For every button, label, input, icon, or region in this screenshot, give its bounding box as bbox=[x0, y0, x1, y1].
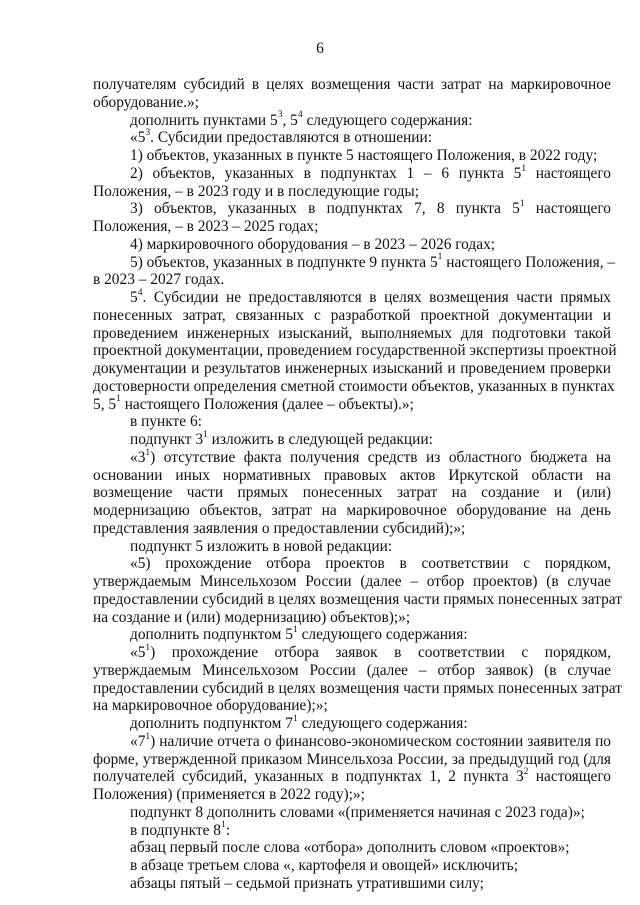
text-segment: следующего содержания: bbox=[302, 111, 473, 129]
text-line bbox=[93, 697, 611, 715]
text-line bbox=[93, 644, 611, 662]
text-segment: на маркировочное оборудование);»; bbox=[93, 697, 328, 715]
text-line bbox=[93, 307, 611, 325]
text-segment: в подпункте 8 bbox=[130, 821, 221, 839]
superscript: 3 bbox=[277, 110, 283, 121]
text-line bbox=[93, 449, 611, 467]
text-segment: дополнить пунктами 5 bbox=[130, 111, 278, 129]
text-segment: оборудование.»; bbox=[93, 93, 199, 111]
text-line bbox=[93, 252, 616, 272]
text-line bbox=[93, 183, 611, 201]
superscript: 1 bbox=[145, 731, 151, 742]
text-segment: «3 bbox=[130, 448, 146, 466]
text-segment: 5) объектов, указанных в подпункте 9 пункта 5 bbox=[130, 253, 438, 271]
superscript: 1 bbox=[292, 713, 298, 724]
text-line bbox=[93, 857, 611, 875]
text-segment: настоящего Положения, – bbox=[442, 253, 616, 271]
text-line bbox=[93, 484, 611, 502]
text-line bbox=[93, 590, 622, 609]
text-segment: Положения, – в 2023 году и в последующие годы; bbox=[93, 182, 420, 200]
text-segment: 3) объектов, указанных в подпунктах 7, 8 пункта 5 bbox=[130, 200, 520, 218]
text-segment: 1) объектов, указанных в пункте 5 настоящего Положения, в 2022 году; bbox=[130, 147, 598, 164]
text-line bbox=[93, 129, 611, 147]
superscript: 1 bbox=[292, 625, 298, 636]
superscript: 1 bbox=[220, 820, 226, 831]
superscript: 4 bbox=[297, 110, 303, 121]
text-segment: подпункт 8 дополнить словами «(применяется начиная с 2023 года)»; bbox=[130, 803, 585, 821]
text-segment: проектной документации, проведением государственной экспертизы проектной bbox=[93, 342, 617, 360]
text-segment: достоверности определения сметной стоимости объектов, указанных в пунктах bbox=[93, 377, 615, 395]
text-segment: документации и результатов инженерных изысканий и проведением проверки bbox=[93, 360, 611, 377]
text-segment: изложить в следующей редакции: bbox=[207, 431, 433, 448]
text-line bbox=[93, 804, 611, 822]
text-segment: подпункт 5 изложить в новой редакции: bbox=[130, 537, 393, 555]
text-segment: 5, 5 bbox=[93, 395, 117, 413]
text-segment: утверждаемым Минсельхозом России (далее – отбор проектов) (в случае bbox=[93, 573, 611, 590]
text-segment: Положения) (применяется в 2022 году);»; bbox=[93, 786, 365, 803]
text-segment: настоящего bbox=[524, 200, 611, 218]
text-segment: проведением инженерных изысканий, выполняемых для подготовки такой bbox=[93, 324, 611, 342]
text-segment: в 2023 – 2027 годах. bbox=[93, 271, 225, 289]
text-segment: предоставлении субсидий в целях возмещения части прямых понесенных затрат bbox=[93, 679, 622, 697]
text-segment: «5 bbox=[130, 129, 146, 147]
text-line bbox=[93, 538, 611, 556]
text-segment: ) наличие отчета о финансово-экономическом состоянии заявителя по bbox=[150, 732, 611, 750]
text-segment: получателей субсидий, указанных в подпунктах 1, 2 пункта 3 bbox=[93, 768, 524, 786]
superscript: 1 bbox=[519, 199, 525, 210]
text-segment: в пункте 6: bbox=[130, 413, 202, 431]
text-line bbox=[93, 733, 611, 751]
text-segment: в абзаце третьем слова «, картофеля и овощей» исключить; bbox=[130, 857, 518, 874]
text-line bbox=[93, 325, 611, 343]
text-line bbox=[93, 218, 611, 236]
text-line bbox=[93, 342, 617, 360]
text-segment: на создание и (или) модернизацию) объектов);»; bbox=[93, 608, 411, 626]
text-segment: дополнить подпунктом 7 bbox=[130, 715, 293, 732]
document-body bbox=[93, 76, 622, 893]
superscript: 1 bbox=[203, 429, 208, 440]
text-line bbox=[93, 377, 615, 396]
text-segment: . Субсидии предоставляются в отношении: bbox=[150, 129, 433, 147]
text-segment: ) прохождение отбора заявок в соответствии с порядком, bbox=[150, 644, 611, 661]
text-segment: представления заявления о предоставлении субсидий);»; bbox=[93, 519, 466, 537]
text-line bbox=[93, 768, 611, 786]
text-line bbox=[93, 715, 611, 733]
text-line bbox=[93, 662, 611, 680]
text-segment: «5) прохождение отбора проектов в соответствии с порядком, bbox=[130, 555, 611, 573]
text-segment: абзацы пятый – седьмой признать утратившими силу; bbox=[130, 874, 484, 892]
text-segment: «5 bbox=[130, 644, 146, 661]
text-segment: следующего содержания: bbox=[297, 626, 468, 644]
text-line bbox=[93, 626, 611, 644]
text-segment: возмещение части прямых понесенных затрат на создание и (или) bbox=[93, 484, 611, 502]
text-segment: предоставлении субсидий в целях возмещения части прямых понесенных затрат bbox=[93, 590, 622, 608]
text-line bbox=[93, 76, 611, 94]
text-line bbox=[93, 609, 611, 627]
text-segment: «7 bbox=[130, 732, 146, 750]
text-segment: форме, утвержденной приказом Минсельхоза России, за предыдущий год (для bbox=[93, 750, 611, 768]
text-line bbox=[93, 396, 611, 414]
text-line bbox=[93, 679, 622, 698]
text-line bbox=[93, 520, 611, 538]
text-line bbox=[93, 112, 611, 130]
text-line bbox=[93, 147, 611, 165]
text-line bbox=[93, 467, 611, 485]
text-line bbox=[93, 200, 611, 218]
superscript: 1 bbox=[145, 642, 151, 653]
text-line bbox=[93, 165, 611, 183]
superscript: 4 bbox=[137, 287, 143, 298]
text-segment: : bbox=[225, 821, 231, 839]
text-segment: дополнить подпунктом 5 bbox=[130, 626, 293, 644]
text-segment: 5 bbox=[130, 289, 138, 306]
superscript: 1 bbox=[521, 163, 527, 174]
text-segment: . Субсидии не предоставляются в целях возмещения части прямых bbox=[142, 289, 611, 306]
text-segment: настоящего bbox=[526, 164, 611, 182]
text-line bbox=[93, 839, 611, 857]
page-number: 6 bbox=[316, 40, 324, 57]
text-segment: настоящего Положения (далее – объекты).»; bbox=[120, 395, 414, 413]
text-line bbox=[93, 236, 611, 254]
text-segment: получателям субсидий в целях возмещения части затрат на маркировочное bbox=[93, 76, 611, 93]
text-line bbox=[93, 289, 611, 307]
text-segment: понесенных затрат, связанных с разработкой проектной документации и bbox=[93, 306, 611, 324]
text-line bbox=[93, 786, 611, 804]
text-segment: следующего содержания: bbox=[297, 715, 468, 732]
text-line bbox=[93, 431, 611, 449]
text-line bbox=[93, 360, 611, 378]
text-line bbox=[93, 573, 611, 591]
text-segment: утверждаемым Минсельхозом России (далее – отбор заявок) (в случае bbox=[93, 661, 611, 679]
superscript: 3 bbox=[145, 128, 151, 139]
text-line bbox=[93, 502, 611, 520]
superscript: 1 bbox=[116, 394, 121, 405]
text-segment: ) отсутствие факта получения средств из областного бюджета на bbox=[150, 448, 611, 466]
text-segment: настоящего bbox=[528, 768, 612, 786]
superscript: 1 bbox=[437, 252, 443, 263]
superscript: 2 bbox=[523, 767, 529, 778]
text-segment: модернизацию объектов, затрат на маркировочное оборудование на день bbox=[93, 502, 611, 519]
text-segment: подпункт 3 bbox=[130, 431, 204, 448]
text-line bbox=[93, 94, 611, 112]
superscript: 1 bbox=[145, 447, 151, 458]
text-line bbox=[93, 555, 611, 573]
text-segment: абзац первый после слова «отбора» дополнить словом «проектов»; bbox=[130, 839, 570, 857]
text-segment: 4) маркировочного оборудования – в 2023 – 2026 годах; bbox=[130, 235, 496, 253]
text-line bbox=[93, 875, 611, 893]
text-line bbox=[93, 271, 611, 289]
text-line bbox=[93, 822, 611, 840]
text-segment: 2) объектов, указанных в подпунктах 1 – 6 пункта 5 bbox=[130, 164, 522, 182]
text-line bbox=[93, 751, 611, 769]
text-segment: , 5 bbox=[282, 111, 298, 129]
text-segment: основании иных нормативных правовых актов Иркутской области на bbox=[93, 466, 611, 484]
text-segment: Положения, – в 2023 – 2025 годах; bbox=[93, 218, 319, 235]
text-line bbox=[93, 413, 611, 431]
